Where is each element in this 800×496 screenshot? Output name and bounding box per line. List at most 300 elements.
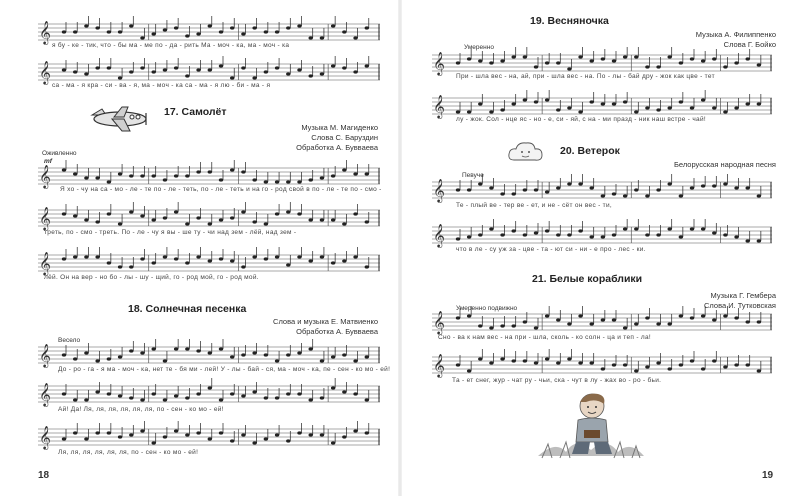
right-page — [400, 0, 800, 496]
note-head — [208, 222, 212, 225]
note-head — [612, 192, 616, 195]
note-head — [297, 68, 301, 71]
note-head — [129, 210, 133, 213]
boy-illustration — [536, 392, 646, 467]
note-head — [320, 176, 324, 179]
note-head — [208, 170, 212, 173]
note-head — [623, 194, 627, 197]
note-head — [601, 57, 605, 60]
note-head — [129, 265, 133, 268]
note-head — [534, 326, 538, 329]
note-head — [500, 324, 504, 327]
note-head — [757, 320, 761, 323]
note-head — [757, 194, 761, 197]
note-head — [590, 186, 594, 189]
note-head — [679, 235, 683, 238]
note-head — [645, 106, 649, 109]
note-head — [129, 396, 133, 399]
note-head — [746, 186, 750, 189]
note-head — [331, 64, 335, 67]
note-head — [140, 214, 144, 217]
note-head — [309, 433, 313, 436]
note-head — [757, 369, 761, 372]
note-head — [342, 222, 346, 225]
note-head — [331, 386, 335, 389]
note-head — [152, 261, 156, 264]
lyric-line: лёй. Он на вер - но бо - лы - шу - щий, го - род мой, го - род мой. — [44, 274, 259, 281]
note-head — [219, 257, 223, 260]
note-head — [601, 194, 605, 197]
note-head — [241, 265, 245, 268]
note-head — [712, 231, 716, 234]
lyric-line: Ля, ля, ля, ля, ля, ля, по - сен - ко мо - ей! — [58, 449, 199, 456]
note-head — [297, 431, 301, 434]
note-head — [84, 176, 88, 179]
note-head — [634, 369, 638, 372]
note-head — [140, 174, 144, 177]
note-head — [219, 218, 223, 221]
note-head — [712, 184, 716, 187]
note-head — [320, 359, 324, 362]
note-head — [297, 351, 301, 354]
note-head — [623, 55, 627, 58]
note-head — [701, 367, 705, 370]
note-head — [219, 347, 223, 350]
note-head — [578, 361, 582, 364]
cloud-illustration — [506, 138, 546, 173]
note-head — [734, 363, 738, 366]
staff — [38, 384, 380, 404]
staff-drawing — [432, 312, 772, 332]
note-head — [365, 26, 369, 29]
note-head — [456, 316, 460, 319]
note-head — [523, 320, 527, 323]
note-head — [140, 429, 144, 432]
note-head — [320, 218, 324, 221]
note-head — [656, 361, 660, 364]
staff-drawing — [38, 384, 380, 404]
note-head — [534, 231, 538, 234]
note-head — [701, 98, 705, 101]
staff — [38, 345, 380, 365]
note-head — [757, 63, 761, 66]
note-head — [107, 180, 111, 183]
note-head — [140, 36, 144, 39]
staff — [432, 355, 772, 375]
note-head — [701, 314, 705, 317]
staff-drawing — [432, 96, 772, 116]
note-head — [723, 65, 727, 68]
note-head — [478, 59, 482, 62]
note-head — [62, 30, 66, 33]
staff-drawing — [38, 253, 380, 273]
note-head — [264, 353, 268, 356]
note-head — [456, 110, 460, 113]
note-head — [567, 182, 571, 185]
note-head — [723, 182, 727, 185]
staff-drawing — [432, 180, 772, 200]
staff — [432, 53, 772, 73]
note-head — [578, 182, 582, 185]
note-head — [456, 188, 460, 191]
note-head — [185, 261, 189, 264]
note-head — [668, 227, 672, 230]
staff-drawing — [432, 53, 772, 73]
lyric-line: Та - ет снег, жур - чат ру - чьи, ска - чут в лу - жах во - ро - бьи. — [452, 377, 662, 384]
note-head — [478, 357, 482, 360]
note-head — [264, 30, 268, 33]
note-head — [500, 59, 504, 62]
note-head — [590, 235, 594, 238]
lyric-line: Ай! Да! Ля, ля, ля, ля, ля, ля, по - сен - ко мо - ей! — [58, 406, 224, 413]
staff — [38, 166, 380, 186]
staff-drawing — [432, 355, 772, 375]
note-head — [118, 172, 122, 175]
note-head — [723, 110, 727, 113]
note-head — [690, 316, 694, 319]
treble-clef-icon: 𝄞 — [39, 206, 51, 230]
note-head — [264, 396, 268, 399]
note-head — [230, 216, 234, 219]
note-head — [286, 26, 290, 29]
note-head — [712, 359, 716, 362]
note-head — [353, 36, 357, 39]
note-head — [500, 108, 504, 111]
note-head — [62, 353, 66, 356]
lyric-line: треть, по - смо - треть. По - ле - чу я вы - ше ту - чи над зем - лёй, над зем - — [44, 229, 297, 236]
note-head — [342, 168, 346, 171]
note-head — [320, 255, 324, 258]
note-head — [489, 227, 493, 230]
note-head — [331, 441, 335, 444]
note-head — [578, 314, 582, 317]
credit-line: Музыка Г. Гембера — [710, 291, 776, 300]
note-head — [275, 212, 279, 215]
note-head — [264, 257, 268, 260]
note-head — [196, 68, 200, 71]
note-head — [84, 255, 88, 258]
note-head — [578, 229, 582, 232]
note-head — [174, 66, 178, 69]
note-head — [73, 431, 77, 434]
note-head — [73, 357, 77, 360]
staff-drawing — [432, 225, 772, 245]
staff — [38, 253, 380, 273]
note-head — [656, 233, 660, 236]
song-title: 21. Белые кораблики — [532, 273, 643, 285]
note-head — [252, 351, 256, 354]
note-head — [679, 61, 683, 64]
tempo-marking: Оживленно — [42, 150, 77, 157]
note-head — [174, 257, 178, 260]
note-head — [84, 24, 88, 27]
note-head — [556, 108, 560, 111]
note-head — [634, 55, 638, 58]
note-head — [353, 172, 357, 175]
note-head — [230, 355, 234, 358]
note-head — [512, 192, 516, 195]
note-head — [163, 178, 167, 181]
note-head — [84, 351, 88, 354]
note-head — [264, 180, 268, 183]
note-head — [456, 61, 460, 64]
note-head — [353, 255, 357, 258]
note-head — [701, 59, 705, 62]
note-head — [107, 66, 111, 69]
staff — [432, 180, 772, 200]
note-head — [297, 24, 301, 27]
note-head — [95, 176, 99, 179]
note-head — [612, 233, 616, 236]
note-head — [512, 102, 516, 105]
tempo-marking: Певуче — [462, 172, 484, 179]
note-head — [668, 55, 672, 58]
lyric-line: Сно - ва к нам вес - на при - шла, сколь - ко солн - ца и теп - ла! — [438, 334, 652, 341]
note-head — [309, 178, 313, 181]
page-number: 19 — [762, 470, 774, 481]
note-head — [456, 237, 460, 240]
note-head — [601, 367, 605, 370]
note-head — [612, 363, 616, 366]
note-head — [590, 59, 594, 62]
tempo-marking: Умеренно подвижно — [456, 305, 518, 312]
note-head — [118, 76, 122, 79]
note-head — [478, 182, 482, 185]
note-head — [656, 322, 660, 325]
note-head — [73, 214, 77, 217]
note-head — [230, 259, 234, 262]
note-head — [185, 396, 189, 399]
note-head — [578, 110, 582, 113]
note-head — [556, 186, 560, 189]
note-head — [297, 392, 301, 395]
note-head — [734, 235, 738, 238]
note-head — [656, 188, 660, 191]
page-number: 18 — [38, 470, 50, 481]
note-head — [264, 437, 268, 440]
note-head — [757, 102, 761, 105]
staff-drawing — [38, 427, 380, 447]
note-head — [612, 102, 616, 105]
note-head — [252, 26, 256, 29]
note-head — [84, 437, 88, 440]
note-head — [252, 178, 256, 181]
note-head — [467, 235, 471, 238]
note-head — [320, 433, 324, 436]
note-head — [534, 188, 538, 191]
note-head — [241, 66, 245, 69]
note-head — [623, 363, 627, 366]
note-head — [140, 351, 144, 354]
note-head — [230, 439, 234, 442]
note-head — [623, 227, 627, 230]
note-head — [286, 72, 290, 75]
note-head — [645, 233, 649, 236]
treble-clef-icon: 𝄞 — [433, 51, 445, 75]
note-head — [107, 261, 111, 264]
note-head — [309, 74, 313, 77]
lyric-line: До - ро - га - я ма - моч - ка, нет те - бя ми - лей! У - лы - бай - ся, ма - моч - ка, пе - сен - ко мо - ей! — [58, 366, 391, 373]
note-head — [679, 194, 683, 197]
note-head — [152, 32, 156, 35]
note-head — [534, 100, 538, 103]
staff — [38, 427, 380, 447]
note-head — [118, 265, 122, 268]
note-head — [241, 433, 245, 436]
staff — [432, 312, 772, 332]
note-head — [690, 106, 694, 109]
note-head — [252, 441, 256, 444]
note-head — [73, 255, 77, 258]
note-head — [95, 26, 99, 29]
note-head — [196, 255, 200, 258]
staff — [432, 96, 772, 116]
note-head — [545, 357, 549, 360]
note-head — [309, 218, 313, 221]
staff-drawing — [38, 62, 380, 82]
note-head — [196, 32, 200, 35]
note-head — [208, 437, 212, 440]
note-head — [556, 233, 560, 236]
note-head — [107, 431, 111, 434]
note-head — [342, 390, 346, 393]
note-head — [230, 76, 234, 79]
note-head — [208, 386, 212, 389]
credit-line: Слова Г. Бойко — [723, 40, 776, 49]
note-head — [230, 168, 234, 171]
note-head — [84, 218, 88, 221]
note-head — [309, 398, 313, 401]
note-head — [129, 433, 133, 436]
song-title: 18. Солнечная песенка — [128, 303, 247, 315]
note-head — [275, 66, 279, 69]
note-head — [342, 353, 346, 356]
note-head — [567, 67, 571, 70]
note-head — [645, 316, 649, 319]
note-head — [62, 392, 66, 395]
note-head — [286, 263, 290, 266]
note-head — [331, 174, 335, 177]
note-head — [73, 398, 77, 401]
note-head — [567, 322, 571, 325]
note-head — [556, 61, 560, 64]
note-head — [241, 32, 245, 35]
note-head — [208, 259, 212, 262]
note-head — [512, 359, 516, 362]
note-head — [152, 392, 156, 395]
note-head — [275, 359, 279, 362]
note-head — [701, 184, 705, 187]
tempo-marking: Умеренно — [464, 44, 494, 51]
note-head — [297, 255, 301, 258]
note-head — [118, 30, 122, 33]
note-head — [723, 314, 727, 317]
note-head — [219, 64, 223, 67]
staff — [432, 225, 772, 245]
note-head — [95, 255, 99, 258]
note-head — [95, 431, 99, 434]
note-head — [129, 174, 133, 177]
note-head — [252, 390, 256, 393]
note-head — [118, 394, 122, 397]
note-head — [118, 355, 122, 358]
note-head — [140, 66, 144, 69]
note-head — [185, 433, 189, 436]
staff — [38, 208, 380, 228]
treble-clef-icon: 𝄞 — [39, 382, 51, 406]
note-head — [489, 110, 493, 113]
note-head — [668, 367, 672, 370]
treble-clef-icon: 𝄞 — [39, 343, 51, 367]
song-title: 19. Весняночка — [530, 15, 609, 27]
note-head — [489, 361, 493, 364]
note-head — [275, 30, 279, 33]
note-head — [107, 212, 111, 215]
note-head — [353, 70, 357, 73]
note-head — [152, 218, 156, 221]
note-head — [478, 233, 482, 236]
note-head — [365, 220, 369, 223]
note-head — [241, 394, 245, 397]
note-head — [152, 174, 156, 177]
note-head — [185, 174, 189, 177]
note-head — [73, 172, 77, 175]
note-head — [163, 28, 167, 31]
note-head — [185, 222, 189, 225]
note-head — [230, 26, 234, 29]
note-head — [264, 70, 268, 73]
treble-clef-icon: 𝄞 — [433, 310, 445, 334]
note-head — [353, 359, 357, 362]
note-head — [601, 235, 605, 238]
staff — [38, 22, 380, 42]
note-head — [512, 229, 516, 232]
note-head — [196, 170, 200, 173]
note-head — [163, 398, 167, 401]
credit-line: Слова и музыка Е. Матвиенко — [273, 317, 378, 326]
note-head — [196, 431, 200, 434]
note-head — [690, 359, 694, 362]
treble-clef-icon: 𝄞 — [39, 60, 51, 84]
note-head — [309, 347, 313, 350]
note-head — [723, 365, 727, 368]
note-head — [456, 363, 460, 366]
staff — [38, 62, 380, 82]
note-head — [634, 322, 638, 325]
note-head — [230, 392, 234, 395]
note-head — [365, 431, 369, 434]
staff-drawing — [38, 166, 380, 186]
note-head — [746, 320, 750, 323]
treble-clef-icon: 𝄞 — [39, 425, 51, 449]
note-head — [601, 318, 605, 321]
note-head — [734, 316, 738, 319]
note-head — [163, 68, 167, 71]
lyric-line: лу - жок. Сол - нце яс - но - е, си - яй, с на - ми празд - ник наш встре - чай! — [456, 116, 706, 123]
lyric-line: При - шла вес - на, ай, при - шла вес - на. По - лы - бай дру - жок как цве - тет — [456, 73, 715, 80]
note-head — [746, 363, 750, 366]
note-head — [275, 180, 279, 183]
note-head — [342, 66, 346, 69]
note-head — [645, 194, 649, 197]
note-head — [679, 363, 683, 366]
note-head — [174, 394, 178, 397]
note-head — [500, 233, 504, 236]
note-head — [353, 392, 357, 395]
lyric-line: Я хо - чу на са - мо - ле - те по - ле - теть, по - ле - теть и на го - род свой в по - ле - те по - смо - — [60, 186, 382, 193]
lyric-line: Те - плый ве - тер ве - ет, и не - сёт он вес - ти, — [456, 202, 612, 209]
note-head — [545, 61, 549, 64]
